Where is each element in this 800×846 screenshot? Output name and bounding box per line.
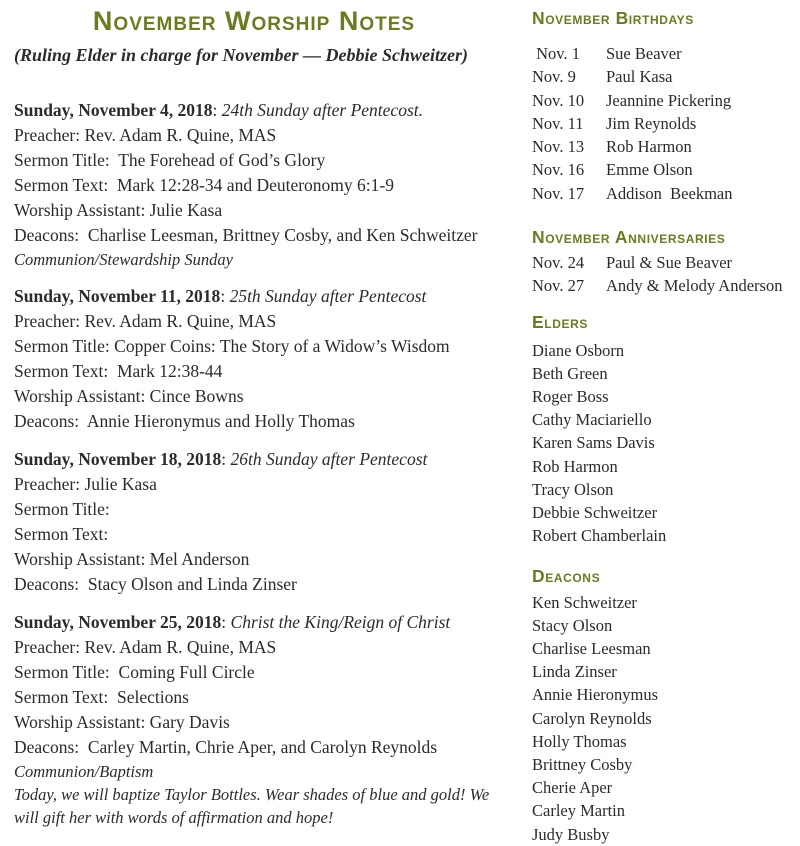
sermon-title-line: Sermon Title: Coming Full Circle [14,662,255,683]
sermon-title-line: Sermon Title: The Forehead of God’s Glory [14,150,326,171]
birthday-date: Nov. 9 [532,67,576,87]
service-date-line [14,98,494,123]
ruling-elder-subtitle: (Ruling Elder in charge for November — Debbie Schweitzer) [14,45,468,66]
service-block-nov-18 [14,447,494,597]
service-date-line [14,610,494,635]
birthday-row [532,158,792,181]
date-colon: : [221,449,227,470]
anniversary-row [532,251,792,274]
deacon-name: Brittney Cosby [532,754,633,774]
birthday-date: Nov. 13 [532,137,585,157]
birthday-date: Nov. 17 [532,183,585,203]
service-block-nov-4 [14,98,494,271]
deacons-line: Deacons: Carley Martin, Chrie Aper, and Carolyn Reynolds [14,737,438,758]
birthday-name: Jim Reynolds [606,113,697,133]
worship-assistant-line: Worship Assistant: Mel Anderson [14,549,250,570]
deacons-line: Deacons: Charlise Leesman, Brittney Cosby, and Ken Schweitzer [14,225,478,246]
birthday-row [532,112,792,135]
anniversaries-section [532,227,792,298]
service-date: Sunday, November 4, 2018 [14,100,213,121]
service-date-line [14,284,494,309]
anniversary-date: Nov. 24 [532,253,585,273]
anniversaries-heading: November Anniversaries [532,227,726,248]
birthday-row [532,135,792,158]
birthdays-section [532,8,792,205]
anniversary-row [532,274,792,297]
worship-assistant-line: Worship Assistant: Julie Kasa [14,200,223,221]
elders-heading: Elders [532,311,588,332]
elders-section [532,312,792,548]
sermon-text-line: Sermon Text: Mark 12:38-44 [14,361,223,382]
elder-name: Cathy Maciariello [532,410,652,430]
worship-assistant-line: Worship Assistant: Gary Davis [14,712,230,733]
service-date: Sunday, November 25, 2018 [14,612,222,633]
birthday-row [532,89,792,112]
anniversary-name: Paul & Sue Beaver [606,253,733,273]
birthday-name: Sue Beaver [606,44,682,63]
birthday-name: Rob Harmon [606,137,692,157]
sermon-text-line: Sermon Text: Mark 12:28-34 and Deuteronomy 6:1-9 [14,175,394,196]
deacon-name: Cherie Aper [532,778,613,798]
service-occasion: 26th Sunday after Pentecost [230,449,428,470]
birthday-row [532,42,792,65]
date-colon: : [220,286,226,307]
service-occasion: 25th Sunday after Pentecost [229,286,427,307]
deacon-name: Stacy Olson [532,615,613,635]
preacher-line: Preacher: Rev. Adam R. Quine, MAS [14,311,277,332]
birthday-date: Nov. 16 [532,160,585,180]
service-note: Communion/Stewardship Sunday [14,250,233,270]
service-date: Sunday, November 18, 2018 [14,449,222,470]
deacon-name: Carolyn Reynolds [532,708,652,728]
birthday-name: Addison Beekman [606,183,733,203]
elder-name: Diane Osborn [532,340,625,360]
sermon-title-line: Sermon Title: [14,499,110,520]
anniversary-name: Andy & Melody Anderson [606,276,783,296]
deacon-name: Holly Thomas [532,731,627,751]
deacons-line: Deacons: Annie Hieronymus and Holly Thomas [14,411,355,432]
rosters-column [514,0,800,845]
service-date: Sunday, November 11, 2018 [14,286,221,307]
deacon-name: Judy Busby [532,824,610,844]
birthday-name: Emme Olson [606,160,693,180]
birthday-date: Nov. 10 [532,90,585,110]
baptism-announcement: Today, we will baptize Taylor Bottles. Wear shades of blue and gold! We will gift her with words of affirmation and hope! [14,785,490,828]
preacher-line: Preacher: Julie Kasa [14,474,157,495]
anniversary-date: Nov. 27 [532,276,585,296]
deacon-name: Carley Martin [532,801,626,821]
elder-name: Karen Sams Davis [532,433,655,453]
service-occasion: 24th Sunday after Pentecost. [221,100,423,121]
service-date-line [14,447,494,472]
elder-name: Beth Green [532,363,608,383]
service-block-nov-11 [14,284,494,434]
elder-name: Rob Harmon [532,456,618,476]
service-block-nov-25 [14,610,494,829]
birthday-row [532,65,792,88]
worship-assistant-line: Worship Assistant: Cince Bowns [14,386,244,407]
deacon-name: Charlise Leesman [532,638,651,658]
preacher-line: Preacher: Rev. Adam R. Quine, MAS [14,125,277,146]
sermon-text-line: Sermon Text: [14,524,109,545]
elder-name: Robert Chamberlain [532,526,667,546]
deacon-name: Linda Zinser [532,662,617,682]
birthday-row [532,182,792,205]
date-colon: : [221,612,227,633]
deacons-heading: Deacons [532,565,601,586]
deacon-name: Annie Hieronymus [532,685,659,705]
birthday-date: Nov. 11 [532,113,584,133]
elder-name: Tracy Olson [532,479,614,499]
deacons-section [532,566,792,846]
sermon-title-line: Sermon Title: Copper Coins: The Story of a Widow’s Wisdom [14,336,450,357]
deacons-line: Deacons: Stacy Olson and Linda Zinser [14,574,297,595]
service-note: Communion/Baptism [14,762,154,782]
sermon-text-line: Sermon Text: Selections [14,687,189,708]
date-colon: : [212,100,218,121]
birthdays-heading: November Birthdays [532,8,694,28]
deacon-name: Ken Schweitzer [532,592,637,612]
birthday-date: Nov. 1 [532,44,580,63]
service-occasion: Christ the King/Reign of Christ [230,612,451,633]
birthday-name: Paul Kasa [606,67,673,87]
birthday-name: Jeannine Pickering [606,90,732,110]
preacher-line: Preacher: Rev. Adam R. Quine, MAS [14,637,277,658]
elder-name: Roger Boss [532,387,609,407]
page-title: November Worship Notes [92,6,416,36]
elder-name: Debbie Schweitzer [532,503,658,523]
